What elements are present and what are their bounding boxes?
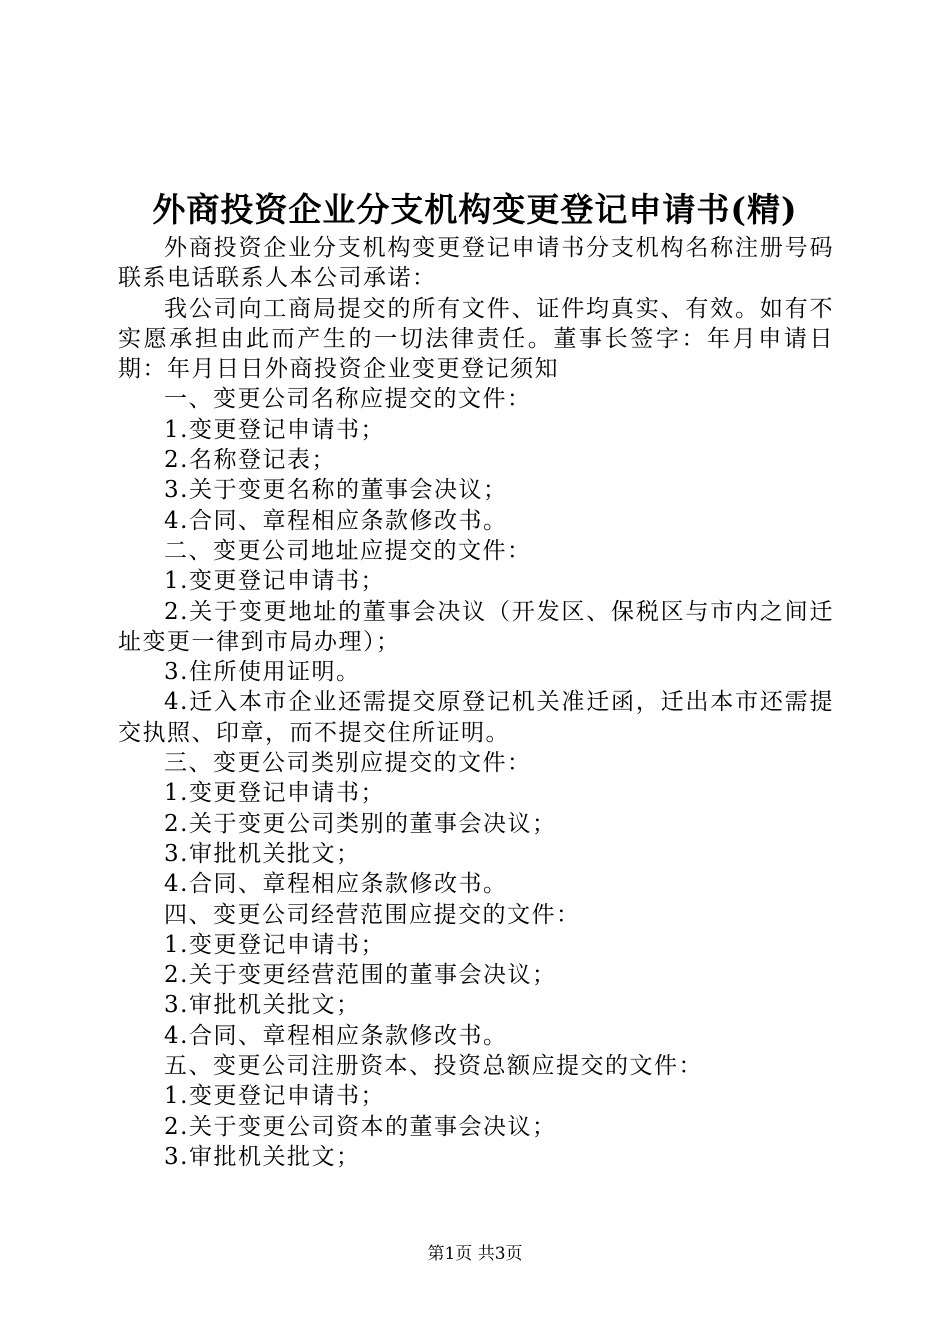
list-item: 2.关于变更地址的董事会决议（开发区、保税区与市内之间迁址变更一律到市局办理）； [118,598,834,655]
section-heading-address-change: 二、变更公司地址应提交的文件： [164,537,532,564]
list-item: 1.变更登记申请书； [164,780,385,807]
list-item: 4.合同、章程相应条款修改书。 [164,1022,508,1049]
list-item: 4.合同、章程相应条款修改书。 [164,507,508,534]
section-heading-type-change: 三、变更公司类别应提交的文件： [164,750,532,777]
list-item: 2.名称登记表； [164,447,336,474]
document-body [118,233,834,1172]
list-item: 3.关于变更名称的董事会决议； [164,477,508,504]
section-heading-name-change: 一、变更公司名称应提交的文件： [164,386,532,413]
list-item: 1.变更登记申请书； [164,416,385,443]
list-item: 1.变更登记申请书； [164,568,385,595]
list-item: 4.合同、章程相应条款修改书。 [164,871,508,898]
page-number-footer: 第1页 共3页 [427,1244,523,1264]
section-heading-scope-change: 四、变更公司经营范围应提交的文件： [164,901,581,928]
list-item: 2.关于变更公司类别的董事会决议； [164,810,557,837]
list-item: 1.变更登记申请书； [164,1083,385,1110]
list-item: 3.审批机关批文； [164,1143,361,1170]
document-title: 外商投资企业分支机构变更登记申请书(精) [152,190,798,229]
paragraph-intro: 外商投资企业分支机构变更登记申请书分支机构名称注册号码联系电话联系人本公司承诺： [118,235,834,292]
list-item: 3.审批机关批文； [164,840,361,867]
section-heading-capital-change: 五、变更公司注册资本、投资总额应提交的文件： [164,1053,703,1080]
list-item: 3.审批机关批文； [164,992,361,1019]
paragraph-pledge: 我公司向工商局提交的所有文件、证件均真实、有效。如有不实愿承担由此而产生的一切法律责任。董事长签字：年月申请日期：年月日日外商投资企业变更登记须知 [118,295,834,383]
list-item: 1.变更登记申请书； [164,931,385,958]
list-item: 2.关于变更经营范围的董事会决议； [164,962,557,989]
list-item: 2.关于变更公司资本的董事会决议； [164,1113,557,1140]
list-item: 4.迁入本市企业还需提交原登记机关准迁函，迁出本市还需提交执照、印章，而不提交住所证明。 [118,689,834,746]
list-item: 3.住所使用证明。 [164,659,361,686]
